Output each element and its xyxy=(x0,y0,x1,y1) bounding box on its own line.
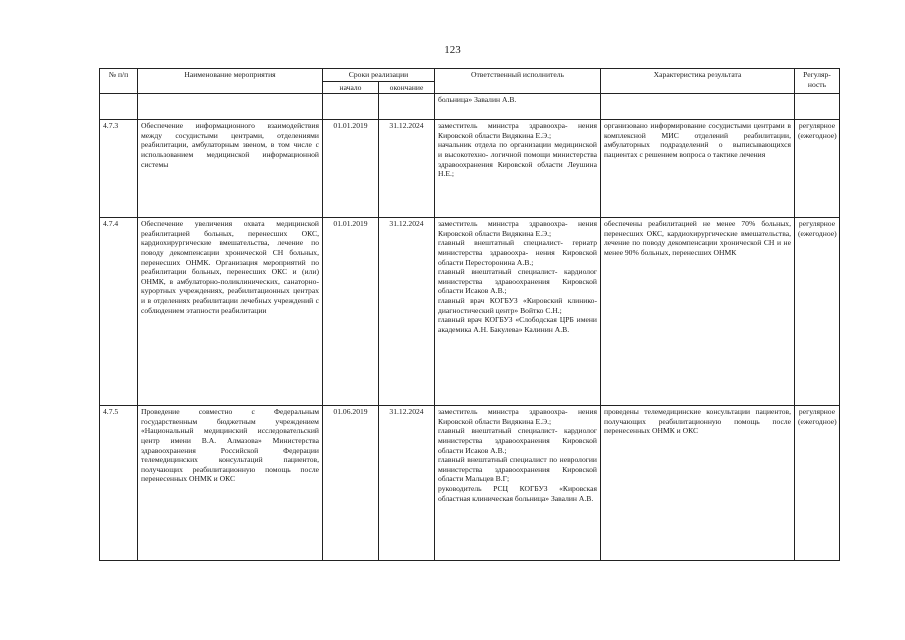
cell-name: Проведение совместно с Федеральным государственным бюджетным учреждением «Национальный медицинский исследовательский центр имени В.А. Алмазова» Министерства здравоохранения Российской Федерации телемедицинских консультаций пациентов, получающих реабилитационную помощь после перенесенных ОНМК и ОКС xyxy=(138,406,323,561)
cell-executor xyxy=(435,218,601,406)
measures-table xyxy=(99,68,840,561)
table-row xyxy=(100,218,840,406)
col-header-start: начало xyxy=(323,81,379,94)
cell-num: 4.7.5 xyxy=(100,406,138,561)
page-number: 123 xyxy=(444,44,461,56)
cell-regularity: регулярное (ежегодное) xyxy=(795,218,840,406)
cell-regularity: регулярное (ежегодное) xyxy=(795,120,840,218)
col-header-result: Характеристика результата xyxy=(601,69,795,94)
col-header-regularity: Регуляр- ность xyxy=(795,69,840,94)
executor-entry: главный врач КОГБУЗ «Слободская ЦРБ имени академика А.Н. Бакулева» Калинин А.В. xyxy=(438,315,597,334)
executor-entry: руководитель РСЦ КОГБУЗ «Кировская областная клиническая больница» Завалин А.В. xyxy=(438,483,597,503)
cell-start: 01.06.2019 xyxy=(323,406,379,561)
cell-regularity: регулярное (ежегодное) xyxy=(795,406,840,561)
executor-entry: главный внештатный специалист по неврологии министерства здравоохранения Кировской области Мальцев В.Г; xyxy=(438,455,597,484)
cell-start: 01.01.2019 xyxy=(323,120,379,218)
cell-executor: больница» Завалин А.В. xyxy=(435,94,601,120)
col-header-name: Наименование мероприятия xyxy=(138,69,323,94)
executor-entry: заместитель министра здравоохра- нения Кировской области Видякина Е.Э.; xyxy=(438,407,597,426)
cell-name: Обеспечение информационного взаимодействия между сосудистыми центрами, отделениями реабилитации, амбулаторным звеном, в том числе с использованием медицинской информационной системы xyxy=(138,120,323,218)
table-row xyxy=(100,406,840,561)
cell-end: 31.12.2024 xyxy=(379,218,435,406)
cell-empty xyxy=(323,94,379,120)
cell-num: 4.7.3 xyxy=(100,120,138,218)
cell-end: 31.12.2024 xyxy=(379,120,435,218)
executor-entry: главный врач КОГБУЗ «Кировский клинико-диагностический центр» Войтко С.Н.; xyxy=(438,295,597,315)
cell-empty xyxy=(138,94,323,120)
header-row xyxy=(100,69,840,82)
col-header-terms: Сроки реализации xyxy=(323,69,435,82)
cell-result: обеспечены реабилитацией не менее 70% больных, перенесших ОКС, кардиохирургические вмешательства, лечение по поводу декомпенсации хронической СН и не менее 90% больных, перенесших ОНМК xyxy=(601,218,795,406)
cell-empty xyxy=(601,94,795,120)
cell-start: 01.01.2019 xyxy=(323,218,379,406)
cell-executor xyxy=(435,406,601,561)
cell-empty xyxy=(379,94,435,120)
executor-entry: главный внештатный специалист- кардиолог министерства здравоохранения Кировской области Исаков А.В.; xyxy=(438,267,597,296)
cell-executor xyxy=(435,120,601,218)
cell-name: Обеспечение увеличения охвата медицинской реабилитацией больных, перенесших ОКС, кардиохирургические вмешательства, лечение по поводу декомпенсации хронической СН больных, перенесших ОНМК. Организация мероприятий по реабилитации больных, перенесших ОКС и (или) ОНМК, в амбулаторно-поликлинических, санаторно-курортных учреждениях, реабилитационных центрах и в отделениях реабилитации лечебных учреждений с соблюдением этапности реабилитации xyxy=(138,218,323,406)
cell-end: 31.12.2024 xyxy=(379,406,435,561)
cell-num: 4.7.4 xyxy=(100,218,138,406)
cell-result: организовано информирование сосудистыми центрами в комплексной МИС отделений реабилитации, амбулаторных подразделений о выписывающихся пациентах с решением вопроса о тактике лечения xyxy=(601,120,795,218)
cell-empty xyxy=(795,94,840,120)
executor-entry: главный внештатный специалист- гериатр министерства здравоохра- нения Кировской области Пересторонина А.В.; xyxy=(438,238,597,267)
table-row xyxy=(100,120,840,218)
cell-empty xyxy=(100,94,138,120)
continuation-row xyxy=(100,94,840,120)
col-header-end: окончание xyxy=(379,81,435,94)
executor-entry: начальник отдела по организации медицинской и высокотехно- логичной помощи министерства здравоохранения Кировской области Леушина Н.Е.; xyxy=(438,140,597,179)
col-header-num: № п/п xyxy=(100,69,138,94)
cell-result: проведены телемедицинские консультации пациентов, получающих реабилитационную помощь после перенесенных ОНМК и ОКС xyxy=(601,406,795,561)
executor-entry: главный внештатный специалист- кардиолог министерства здравоохранения Кировской области Исаков А.В.; xyxy=(438,426,597,455)
col-header-executor: Ответственный исполнитель xyxy=(435,69,601,94)
executor-entry: заместитель министра здравоохра- нения Кировской области Видякина Е.Э.; xyxy=(438,121,597,140)
executor-entry: заместитель министра здравоохра- нения Кировской области Видякина Е.Э.; xyxy=(438,219,597,238)
